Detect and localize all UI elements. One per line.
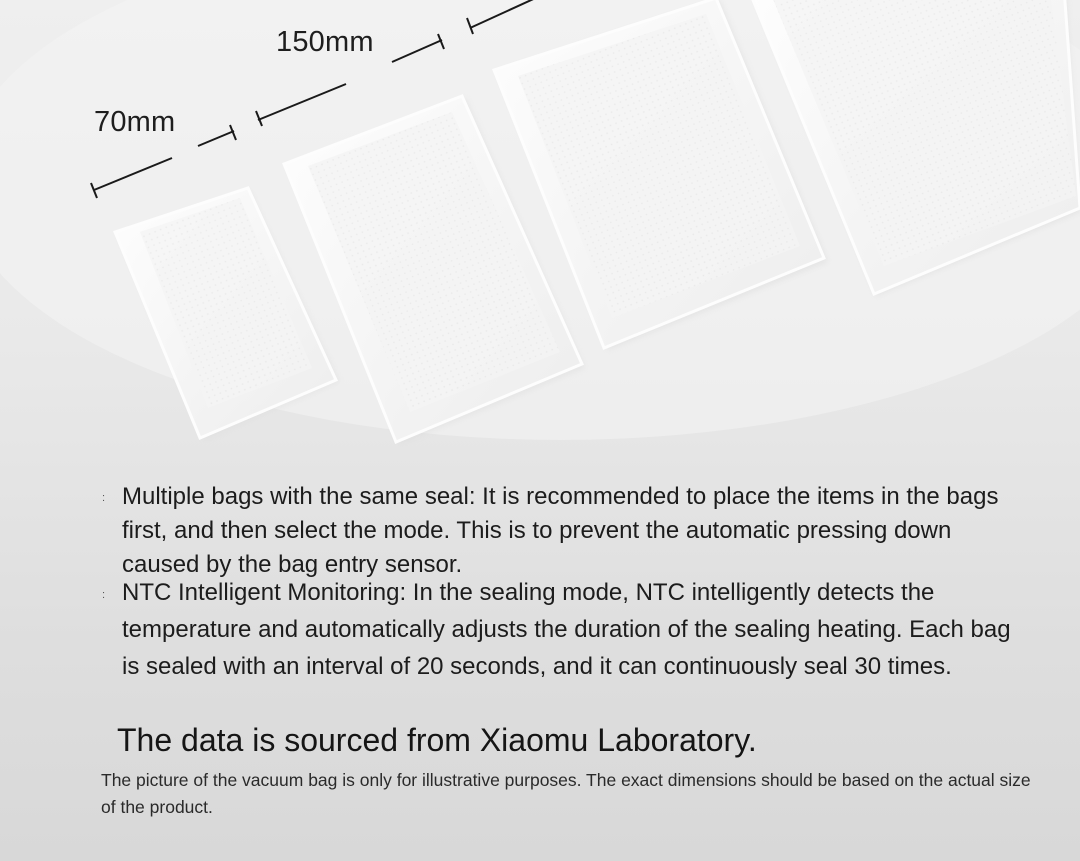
dimension-label-150mm: 150mm bbox=[276, 26, 374, 58]
illustration-disclaimer: The picture of the vacuum bag is only for illustrative purposes. The exact dimensions should be based on the actual size of the product. bbox=[101, 770, 1031, 817]
feature-multiple-bags-text: Multiple bags with the same seal: It is recommended to place the items in the bags first, and then select the mode. This is to prevent the automatic pressing down caused by the bag entry sensor. bbox=[122, 483, 999, 578]
bullet-marker: : bbox=[102, 589, 106, 601]
dimension-label-70mm: 70mm bbox=[94, 106, 176, 138]
bullet-marker: : bbox=[102, 492, 106, 504]
data-source-note: The data is sourced from Xiaomu Laboratory. bbox=[117, 722, 757, 758]
feature-ntc-monitoring-text: NTC Intelligent Monitoring: In the sealing mode, NTC intelligently detects the temperature and automatically adjusts the duration of the sealing heating. Each bag is sealed with an interval of 20 seconds, and it can continuously seal 30 times. bbox=[122, 579, 1011, 680]
